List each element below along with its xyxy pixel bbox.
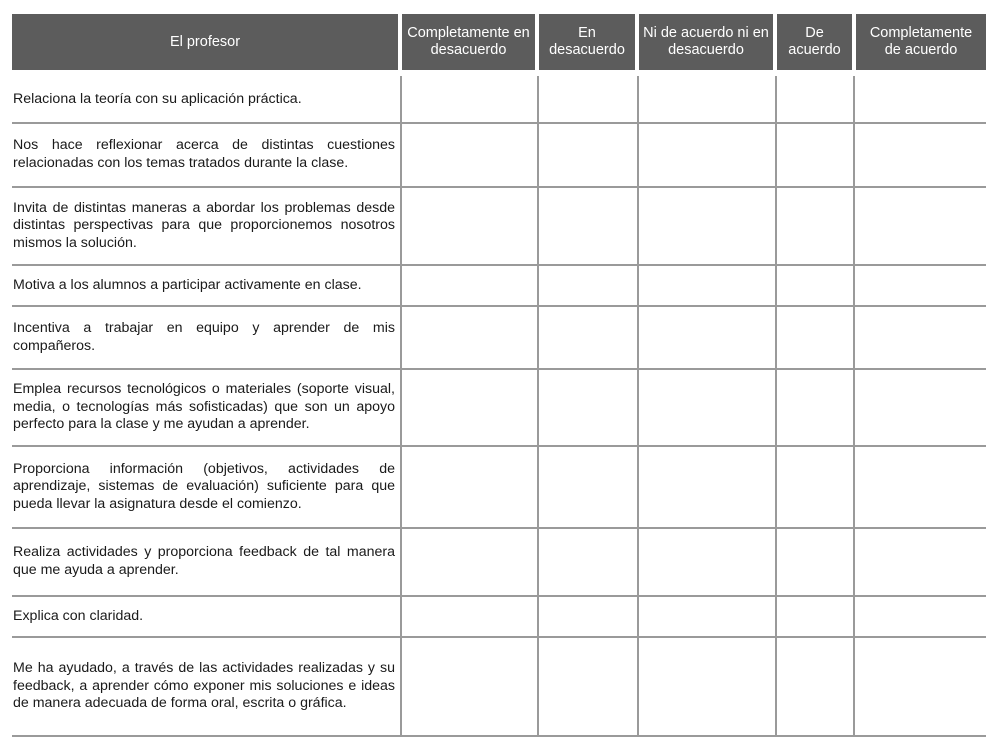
table-row <box>13 447 395 527</box>
header-completamente-de-acuerdo: Completamente de acuerdo <box>856 14 986 70</box>
table-row <box>13 638 395 735</box>
statement-text: Proporciona información (objetivos, actividades de aprendizaje, sistemas de evaluación) suficiente para que pueda llevar la asignatura desde el comienzo. <box>13 460 395 512</box>
header-completamente-en-desacuerdo: Completamente en desacuerdo <box>402 14 535 70</box>
header-el-profesor: El profesor <box>12 14 398 70</box>
table-row <box>13 307 395 368</box>
table-row <box>13 266 395 305</box>
grid-hline <box>12 735 986 737</box>
statement-text: Nos hace reflexionar acerca de distintas cuestiones relacionadas con los temas tratados durante la clase. <box>13 137 395 171</box>
statement-text: Me ha ayudado, a través de las actividades realizadas y su feedback, a aprender cómo exponer mis soluciones e ideas de manera adecuada de forma oral, escrita o gráfica. <box>13 660 395 712</box>
header-en-desacuerdo: En desacuerdo <box>539 14 635 70</box>
header-ni-de-acuerdo: Ni de acuerdo ni en desacuerdo <box>639 14 773 70</box>
table-row <box>13 597 395 636</box>
statement-text: Incentiva a trabajar en equipo y aprender de mis compañeros. <box>13 319 395 354</box>
statement-text: Realiza actividades y proporciona feedback de tal manera que me ayuda a aprender. <box>13 544 395 578</box>
statement-text: Explica con claridad. <box>13 607 144 624</box>
table-row <box>13 124 395 186</box>
table-row <box>13 370 395 445</box>
statement-text: Relaciona la teoría con su aplicación práctica. <box>13 90 302 107</box>
statement-text: Invita de distintas maneras a abordar los problemas desde distintas perspectivas para que proporcionemos nosotros mismos la solución. <box>13 199 395 251</box>
table-row <box>13 529 395 595</box>
statement-text: Emplea recursos tecnológicos o materiales (soporte visual, media, o tecnologías más sofisticadas) que son un apoyo perfecto para la clase y me ayudan a aprender. <box>13 381 395 433</box>
header-de-acuerdo: De acuerdo <box>777 14 852 70</box>
statement-text: Motiva a los alumnos a participar activamente en clase. <box>13 276 362 293</box>
table-row <box>13 77 395 122</box>
table-row <box>13 188 395 264</box>
